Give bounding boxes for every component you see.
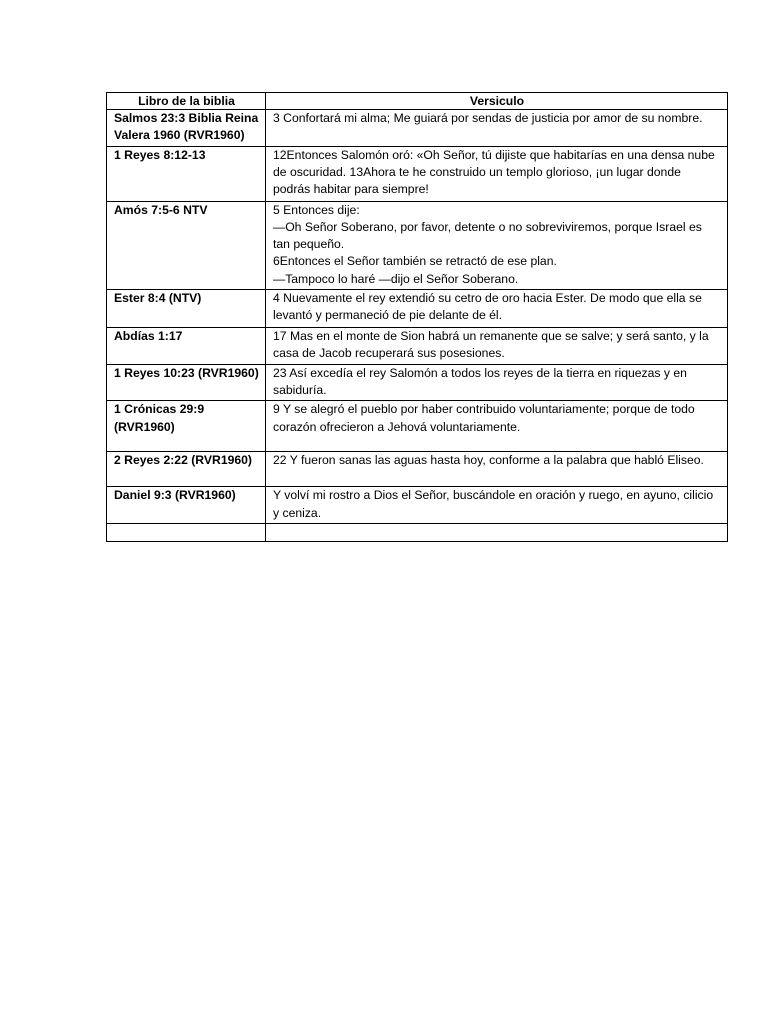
verse-text-cell xyxy=(266,523,728,541)
book-reference-cell: Salmos 23:3 Biblia Reina Valera 1960 (RVR1960) xyxy=(107,110,266,147)
verse-text-cell xyxy=(266,110,728,147)
verse-text-cell xyxy=(266,364,728,401)
book-reference-cell: Abdías 1:17 xyxy=(107,328,266,365)
book-reference-cell: 2 Reyes 2:22 (RVR1960) xyxy=(107,452,266,487)
table-row xyxy=(107,201,728,289)
table-row xyxy=(107,452,728,487)
table-row xyxy=(107,523,728,541)
verse-line: 12Entonces Salomón oró: «Oh Señor, tú dijiste que habitarías en una densa nube de oscuridad. 13Ahora te he construido un templo glorioso, ¡un lugar donde podrás habitar para siempre! xyxy=(273,147,715,197)
verse-line: 9 Y se alegró el pueblo por haber contribuido voluntariamente; porque de todo corazón ofrecieron a Jehová voluntariamente. xyxy=(273,402,695,434)
verse-text-cell xyxy=(266,487,728,524)
table-row xyxy=(107,328,728,365)
header-verse: Versiculo xyxy=(266,93,728,110)
verse-line: 17 Mas en el monte de Sion habrá un remanente que se salve; y será santo, y la casa de Jacob recuperará sus posesiones. xyxy=(273,329,709,361)
table-row xyxy=(107,110,728,147)
verse-line: —Oh Señor Soberano, por favor, detente o no sobreviviremos, porque Israel es tan pequeño. xyxy=(273,219,702,252)
verse-line: —Tampoco lo haré —dijo el Señor Soberano. xyxy=(273,271,519,286)
verse-text-cell xyxy=(266,452,728,487)
table-row xyxy=(107,364,728,401)
table-body xyxy=(107,110,728,542)
table-header-row xyxy=(107,93,728,110)
verse-text-cell xyxy=(266,201,728,289)
header-book: Libro de la biblia xyxy=(107,93,266,110)
book-reference-cell: Amós 7:5-6 NTV xyxy=(107,201,266,289)
book-reference-cell: Daniel 9:3 (RVR1960) xyxy=(107,487,266,524)
book-reference-cell: 1 Reyes 10:23 (RVR1960) xyxy=(107,364,266,401)
verse-line: 5 Entonces dije: xyxy=(273,202,360,217)
verse-line: 6Entonces el Señor también se retractó de ese plan. xyxy=(273,254,557,269)
verse-text-cell xyxy=(266,401,728,452)
book-reference-cell: 1 Reyes 8:12-13 xyxy=(107,146,266,201)
verse-text-cell xyxy=(266,146,728,201)
verse-text-cell xyxy=(266,290,728,328)
verse-line: 3 Confortará mi alma; Me guiará por sendas de justicia por amor de su nombre. xyxy=(273,111,703,125)
book-reference-cell: Ester 8:4 (NTV) xyxy=(107,290,266,328)
verse-line: 23 Así excedía el rey Salomón a todos los reyes de la tierra en riquezas y en sabiduría. xyxy=(273,365,687,397)
verse-text-cell xyxy=(266,328,728,365)
verse-line: Y volví mi rostro a Dios el Señor, buscándole en oración y ruego, en ayuno, cilicio y ceniza. xyxy=(273,488,714,520)
book-reference-cell xyxy=(107,523,266,541)
verse-line: 22 Y fueron sanas las aguas hasta hoy, conforme a la palabra que habló Eliseo. xyxy=(273,453,704,468)
table-row xyxy=(107,401,728,452)
table-row xyxy=(107,146,728,201)
bible-verses-table xyxy=(106,92,728,542)
verse-line: 4 Nuevamente el rey extendió su cetro de oro hacia Ester. De modo que ella se levantó y permaneció de pie delante de él. xyxy=(273,291,702,323)
book-reference-cell: 1 Crónicas 29:9 (RVR1960) xyxy=(107,401,266,452)
table-row xyxy=(107,487,728,524)
table-row xyxy=(107,290,728,328)
